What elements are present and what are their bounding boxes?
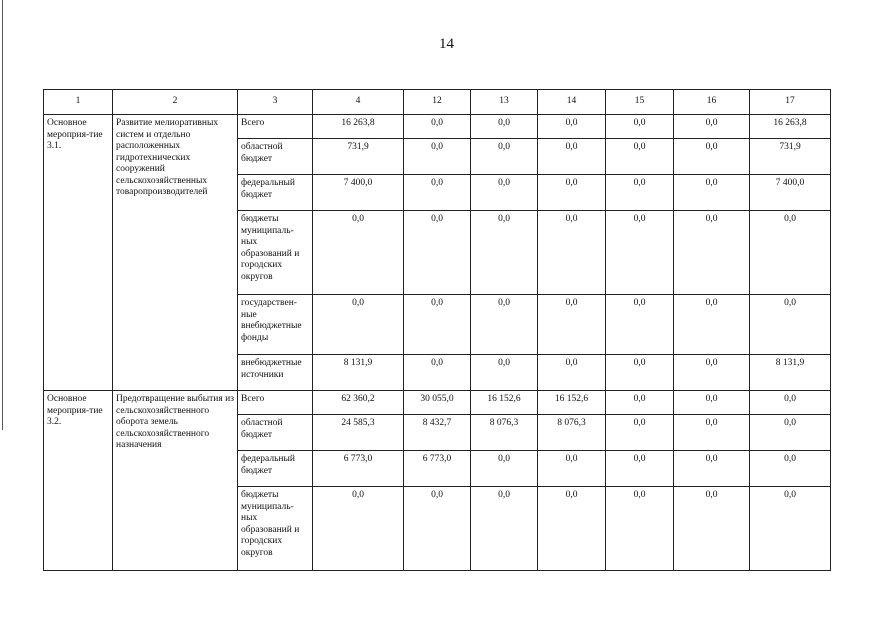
value-cell: 8 076,3 <box>471 415 538 451</box>
funding-source-cell: федеральный бюджет <box>238 175 313 211</box>
value-cell: 16 152,6 <box>538 391 606 415</box>
value-cell: 0,0 <box>471 211 538 295</box>
value-cell: 0,0 <box>538 451 606 487</box>
funding-table <box>43 89 831 571</box>
value-cell: 6 773,0 <box>313 451 404 487</box>
value-cell: 0,0 <box>750 487 831 571</box>
value-cell: 0,0 <box>674 115 750 139</box>
value-cell: 0,0 <box>404 175 471 211</box>
description-cell: Развитие мелиоративных систем и отдельно расположенных гидротехнических сооружений сельскохозяйственных товаропроизводителей <box>113 115 238 391</box>
value-cell: 0,0 <box>404 355 471 391</box>
value-cell: 0,0 <box>750 211 831 295</box>
value-cell: 30 055,0 <box>404 391 471 415</box>
column-header: 3 <box>238 90 313 115</box>
value-cell: 0,0 <box>750 451 831 487</box>
table-row <box>44 391 831 415</box>
value-cell: 0,0 <box>471 355 538 391</box>
value-cell: 0,0 <box>313 295 404 355</box>
value-cell: 0,0 <box>606 415 674 451</box>
value-cell: 0,0 <box>404 295 471 355</box>
value-cell: 7 400,0 <box>750 175 831 211</box>
value-cell: 0,0 <box>606 295 674 355</box>
value-cell: 0,0 <box>606 139 674 175</box>
value-cell: 0,0 <box>538 175 606 211</box>
value-cell: 731,9 <box>313 139 404 175</box>
funding-source-cell: Всего <box>238 391 313 415</box>
column-header: 2 <box>113 90 238 115</box>
value-cell: 0,0 <box>471 175 538 211</box>
table-row <box>44 115 831 139</box>
value-cell: 0,0 <box>404 139 471 175</box>
value-cell: 0,0 <box>313 487 404 571</box>
value-cell: 0,0 <box>674 487 750 571</box>
funding-source-cell: областной бюджет <box>238 139 313 175</box>
value-cell: 0,0 <box>606 355 674 391</box>
value-cell: 0,0 <box>404 211 471 295</box>
value-cell: 0,0 <box>538 487 606 571</box>
value-cell: 0,0 <box>750 295 831 355</box>
value-cell: 0,0 <box>471 487 538 571</box>
column-header: 13 <box>471 90 538 115</box>
table-header-row <box>44 90 831 115</box>
funding-source-cell: государствен-ные внебюджетные фонды <box>238 295 313 355</box>
value-cell: 0,0 <box>674 211 750 295</box>
value-cell: 0,0 <box>674 451 750 487</box>
value-cell: 16 152,6 <box>471 391 538 415</box>
activity-cell: Основное мероприя-тие 3.2. <box>44 391 113 571</box>
column-header: 1 <box>44 90 113 115</box>
value-cell: 0,0 <box>538 139 606 175</box>
value-cell: 0,0 <box>471 115 538 139</box>
column-header: 16 <box>674 90 750 115</box>
column-header: 15 <box>606 90 674 115</box>
page-number: 14 <box>439 36 454 52</box>
funding-source-cell: областной бюджет <box>238 415 313 451</box>
value-cell: 0,0 <box>606 211 674 295</box>
column-header: 17 <box>750 90 831 115</box>
value-cell: 0,0 <box>606 175 674 211</box>
value-cell: 6 773,0 <box>404 451 471 487</box>
value-cell: 0,0 <box>674 175 750 211</box>
value-cell: 16 263,8 <box>313 115 404 139</box>
value-cell: 0,0 <box>606 487 674 571</box>
value-cell: 0,0 <box>674 139 750 175</box>
value-cell: 0,0 <box>674 391 750 415</box>
funding-source-cell: внебюджетные источники <box>238 355 313 391</box>
value-cell: 0,0 <box>471 295 538 355</box>
value-cell: 0,0 <box>750 391 831 415</box>
funding-source-cell: Всего <box>238 115 313 139</box>
column-header: 4 <box>313 90 404 115</box>
value-cell: 7 400,0 <box>313 175 404 211</box>
funding-source-cell: бюджеты муниципаль-ных образований и городских округов <box>238 211 313 295</box>
activity-cell: Основное мероприя-тие 3.1. <box>44 115 113 391</box>
value-cell: 8 432,7 <box>404 415 471 451</box>
value-cell: 16 263,8 <box>750 115 831 139</box>
value-cell: 62 360,2 <box>313 391 404 415</box>
value-cell: 0,0 <box>674 295 750 355</box>
value-cell: 0,0 <box>606 115 674 139</box>
column-header: 12 <box>404 90 471 115</box>
value-cell: 0,0 <box>313 211 404 295</box>
value-cell: 0,0 <box>674 355 750 391</box>
column-header: 14 <box>538 90 606 115</box>
value-cell: 0,0 <box>471 139 538 175</box>
value-cell: 0,0 <box>471 451 538 487</box>
value-cell: 24 585,3 <box>313 415 404 451</box>
value-cell: 0,0 <box>538 355 606 391</box>
value-cell: 0,0 <box>750 415 831 451</box>
description-cell: Предотвращение выбытия из сельскохозяйственного оборота земель сельскохозяйственного назначения <box>113 391 238 571</box>
value-cell: 0,0 <box>606 391 674 415</box>
value-cell: 0,0 <box>404 487 471 571</box>
value-cell: 8 131,9 <box>750 355 831 391</box>
value-cell: 731,9 <box>750 139 831 175</box>
value-cell: 0,0 <box>674 415 750 451</box>
funding-source-cell: федеральный бюджет <box>238 451 313 487</box>
value-cell: 0,0 <box>538 295 606 355</box>
value-cell: 0,0 <box>404 115 471 139</box>
page-edge-rule <box>2 0 3 430</box>
value-cell: 0,0 <box>538 211 606 295</box>
funding-source-cell: бюджеты муниципаль-ных образований и городских округов <box>238 487 313 571</box>
value-cell: 8 131,9 <box>313 355 404 391</box>
value-cell: 0,0 <box>538 115 606 139</box>
value-cell: 8 076,3 <box>538 415 606 451</box>
value-cell: 0,0 <box>606 451 674 487</box>
